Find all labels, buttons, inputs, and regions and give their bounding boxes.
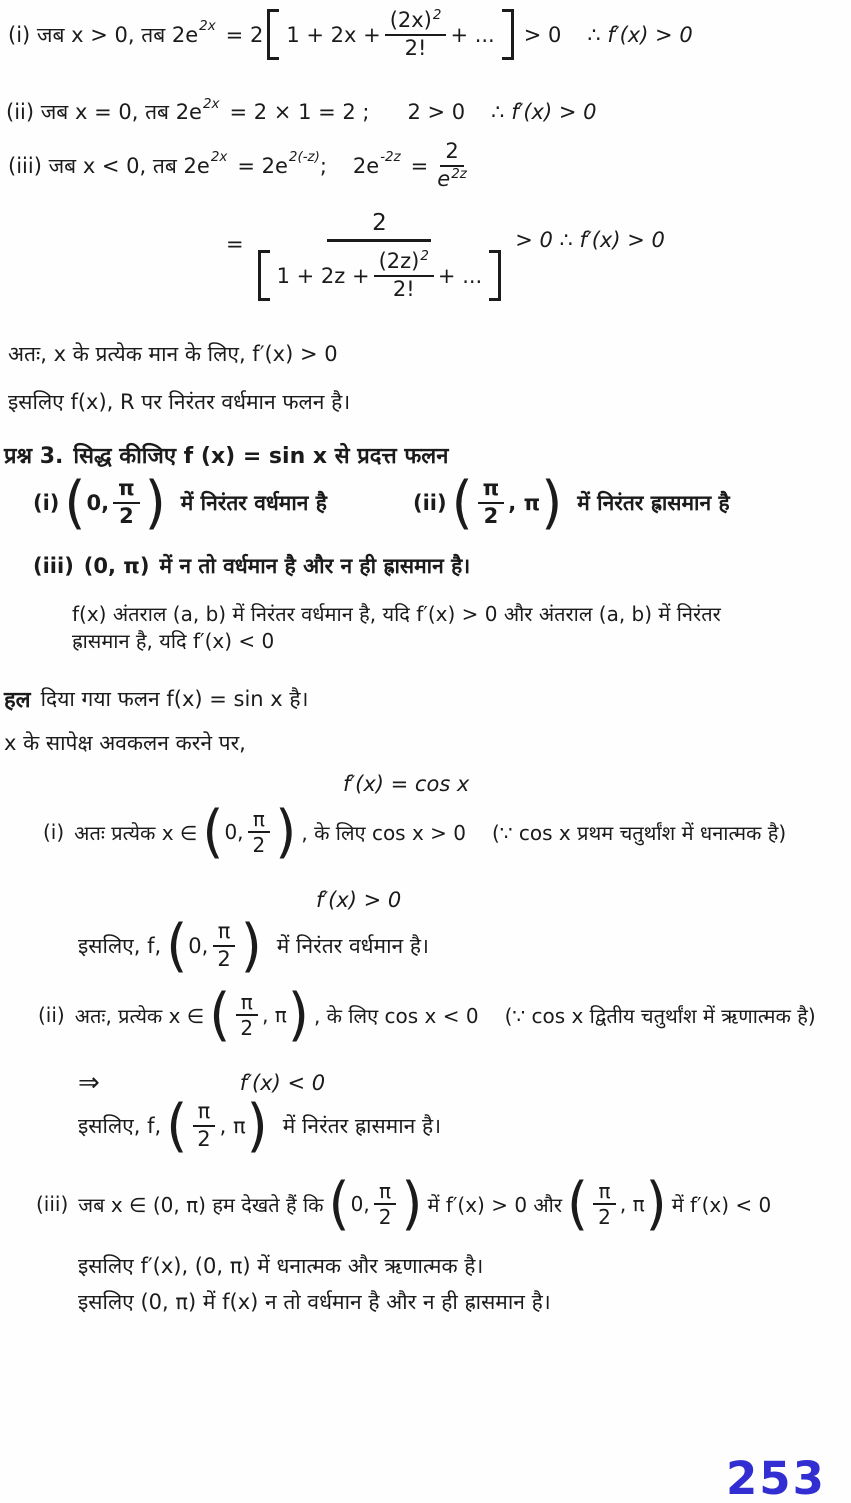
part-i-text: में निरंतर वर्धमान है — [180, 491, 327, 515]
therefore-fprime-positive: ∴ f′(x) > 0 — [587, 22, 693, 47]
case-ii-rest: = 2 × 1 = 2 ; — [229, 100, 370, 124]
fraction-denominator: 2! — [404, 35, 427, 60]
left-paren: ( — [328, 1170, 350, 1237]
right-paren: ) — [541, 469, 563, 536]
part-iii-label: (iii) — [33, 554, 74, 578]
fraction-denominator: 2 — [598, 1205, 611, 1229]
interval-zero: 0, — [224, 820, 244, 844]
interval-0-pi-half — [328, 1170, 424, 1237]
pi-over-2-fraction — [374, 1180, 397, 1229]
fraction-denominator: 2 — [483, 504, 499, 528]
part-ii-label: (ii) — [413, 491, 447, 515]
solution-label: हल — [4, 688, 31, 713]
part-ii-text: में निरंतर ह्रासमान है — [577, 491, 730, 515]
part-i-label: (i) — [33, 491, 60, 515]
page-number: 253 — [726, 1452, 826, 1503]
interval-pi: , π — [262, 1003, 287, 1027]
pi-over-2-fraction — [113, 477, 140, 528]
second-term: 2e — [352, 153, 380, 178]
fraction-denominator: 2! — [392, 276, 415, 301]
pi-over-2-fraction — [212, 920, 235, 971]
pi-over-2-fraction — [593, 1180, 616, 1229]
interval-zero: 0, — [86, 491, 110, 515]
exponent-2x: 2x — [202, 96, 220, 112]
interval-pi: , π — [508, 491, 541, 515]
case-ii-lead-text: (ii) जब x = 0, तब 2e — [6, 100, 202, 124]
solution-given-line — [4, 684, 309, 714]
fraction-numerator: π — [248, 808, 270, 833]
greater-zero: > 0 — [523, 22, 562, 47]
question-3-heading — [4, 440, 448, 470]
exponent-2-minus-z: 2(-z) — [288, 150, 320, 166]
interval-0-pi: (0, π) — [83, 554, 150, 578]
fraction-numerator: π — [193, 1100, 216, 1127]
final-conclusion-line-2: इसलिए (0, π) में f(x) न तो वर्धमान है और न ही ह्रासमान है। — [78, 1290, 551, 1314]
sol-part-i-row — [43, 798, 787, 865]
series-post-text: + ... — [450, 22, 495, 47]
left-paren: ( — [166, 1092, 188, 1159]
left-paren: ( — [451, 469, 473, 536]
denominator-bracket-group — [258, 247, 502, 304]
left-paren: ( — [202, 798, 224, 865]
left-paren: ( — [209, 981, 231, 1048]
big-fraction — [258, 210, 502, 304]
interval-pi-half-pi — [208, 981, 310, 1048]
case-i-equals: = 2 — [225, 22, 264, 47]
den-series-fraction — [374, 250, 434, 301]
note-paragraph — [72, 601, 721, 655]
fprime-negative: f′(x) < 0 — [239, 1071, 326, 1095]
interval-pi: , π — [219, 1114, 246, 1138]
fraction-numerator: 2 — [440, 140, 463, 167]
part-iii-label: (iii) — [36, 1192, 69, 1216]
sol-part-iii-row — [36, 1170, 772, 1237]
pi-over-2-fraction — [478, 477, 505, 528]
fraction-denominator: 2 — [252, 833, 266, 857]
numerator-base: (2z) — [378, 249, 420, 273]
equals-sign: = — [226, 232, 244, 256]
fraction-denominator: 2 — [378, 1205, 392, 1229]
therefore-fprime-positive: ∴ f′(x) > 0 — [491, 100, 597, 124]
exponent-2x: 2x — [199, 19, 216, 35]
two-greater-zero: 2 > 0 — [407, 100, 466, 124]
right-paren: ) — [144, 469, 166, 536]
fraction-numerator: π — [478, 477, 505, 504]
question-text: सिद्ध कीजिए f (x) = sin x से प्रदत्त फलन — [73, 444, 449, 469]
interval-zero: 0, — [350, 1192, 370, 1216]
right-paren: ) — [401, 1170, 423, 1237]
conclusion-isliye-line: इसलिए f(x), R पर निरंतर वर्धमान फलन है। — [8, 390, 351, 414]
case-i-lead-text: (i) जब x > 0, तब 2e — [8, 22, 199, 47]
question-number: प्रश्न 3. — [4, 444, 64, 469]
part-ii-reason: (∵ cos x द्वितीय चतुर्थांश में ऋणात्मक है) — [504, 1003, 816, 1028]
equals-sign: = — [410, 153, 429, 178]
part-ii-pre-text: अतः, प्रत्येक x ∈ — [74, 1003, 205, 1028]
fraction-denominator: 2 — [240, 1016, 254, 1040]
conclusion-atah-line: अतः, x के प्रत्येक मान के लिए, f′(x) > 0 — [8, 342, 338, 366]
fprime-positive: f′(x) > 0 — [316, 888, 402, 912]
fraction-denominator: 2 — [197, 1127, 211, 1151]
numerator-base: (2x) — [389, 8, 432, 32]
series-pre-text: 1 + 2x + — [286, 22, 381, 47]
right-paren: ) — [287, 981, 309, 1048]
fraction-numerator — [385, 9, 447, 36]
left-square-bracket — [258, 250, 270, 301]
series-bracket-group — [267, 6, 513, 63]
fraction-numerator: π — [113, 477, 140, 504]
q3-part-ii — [413, 469, 730, 536]
denominator-base: e — [437, 166, 451, 191]
case-iii-line — [8, 140, 476, 191]
right-square-bracket — [502, 9, 514, 60]
fraction-numerator: π — [213, 920, 236, 947]
conclusion-pre: इसलिए, f, — [78, 1114, 162, 1138]
numerator-exponent: 2 — [432, 8, 442, 24]
case-ii-line — [6, 98, 597, 126]
conclusion-post: में निरंतर ह्रासमान है। — [282, 1114, 442, 1138]
left-square-bracket — [267, 9, 279, 60]
part-ii-post-text: , के लिए cos x < 0 — [313, 1003, 479, 1028]
sol-part-ii-conclusion — [78, 1092, 442, 1159]
fraction-denominator: 2 — [217, 947, 231, 971]
q3-part-i — [33, 469, 327, 536]
right-paren: ) — [246, 1092, 268, 1159]
sol-part-ii-row — [38, 981, 816, 1048]
conclusion-post: में निरंतर वर्धमान है। — [276, 934, 429, 958]
series-fraction — [385, 9, 447, 60]
interval-zero: 0, — [188, 934, 209, 958]
case-i-line — [8, 6, 693, 63]
right-paren: ) — [645, 1170, 667, 1237]
sol-part-i-conclusion — [78, 912, 429, 979]
display-equation — [226, 210, 665, 304]
differentiate-line: x के सापेक्ष अवकलन करने पर, — [4, 731, 246, 755]
final-conclusion-line-1: इसलिए f′(x), (0, π) में धनात्मक और ऋणात्मक है। — [78, 1254, 484, 1278]
interval-pi-half-pi — [566, 1170, 668, 1237]
fraction-numerator — [374, 250, 434, 277]
left-paren: ( — [64, 469, 86, 536]
pi-over-2-fraction — [248, 808, 271, 857]
interval-0-pi-half — [63, 469, 166, 536]
fraction-numerator: π — [374, 1180, 396, 1205]
part-iii-pre-text: जब x ∈ (0, π) हम देखते हैं कि — [78, 1192, 324, 1217]
right-paren: ) — [275, 798, 297, 865]
part-iii-mid-text: में f′(x) > 0 और — [427, 1192, 563, 1217]
semicolon: ; — [319, 153, 327, 178]
part-ii-label: (ii) — [38, 1003, 65, 1027]
left-paren: ( — [567, 1170, 589, 1237]
left-paren: ( — [166, 912, 188, 979]
fraction-numerator: π — [593, 1180, 615, 1205]
interval-0-pi-half — [165, 912, 263, 979]
part-iii-text: में न तो वर्धमान है और न ही ह्रासमान है। — [159, 554, 471, 578]
part-iii-post-text: में f′(x) < 0 — [671, 1192, 772, 1217]
den-series-pre: 1 + 2z + — [276, 263, 370, 288]
case-iii-lead-text: (iii) जब x < 0, तब 2e — [8, 153, 210, 178]
fraction-denominator: 2 — [119, 504, 134, 528]
part-i-reason: (∵ cos x प्रथम चतुर्थांश में धनात्मक है) — [492, 820, 787, 845]
implies-arrow: ⇒ — [78, 1068, 100, 1098]
note-line-1: f(x) अंतराल (a, b) में निरंतर वर्धमान है, यदि f′(x) > 0 और अंतराल (a, b) में निरंतर — [72, 602, 721, 626]
note-line-2: ह्रासमान है, यदि f′(x) < 0 — [72, 629, 275, 653]
interval-pi: , π — [619, 1192, 645, 1216]
two-over-e2z-fraction — [432, 140, 472, 191]
exponent-minus-2z: -2z — [380, 150, 401, 166]
derivative-equation: f′(x) = cos x — [343, 772, 470, 796]
part-i-label: (i) — [43, 820, 65, 844]
right-square-bracket — [489, 250, 501, 301]
interval-pi-half-pi — [451, 469, 564, 536]
denominator-exponent: 2z — [451, 166, 467, 182]
greater-zero-therefore: > 0 ∴ f′(x) > 0 — [515, 228, 665, 252]
case-iii-equals: = 2e — [237, 153, 288, 178]
big-fraction-numerator: 2 — [372, 210, 387, 236]
exponent-2x: 2x — [210, 150, 228, 166]
part-i-post-text: , के लिए cos x > 0 — [301, 820, 466, 845]
pi-over-2-fraction — [235, 991, 258, 1040]
den-series-post: + ... — [437, 263, 483, 288]
fraction-denominator — [432, 167, 472, 192]
part-i-pre-text: अतः प्रत्येक x ∈ — [74, 820, 198, 845]
fraction-bar — [327, 239, 431, 242]
interval-pi-half-pi — [165, 1092, 269, 1159]
fraction-numerator: π — [236, 991, 258, 1016]
numerator-exponent: 2 — [420, 249, 429, 265]
q3-part-iii — [33, 552, 470, 580]
implies-row — [78, 1068, 325, 1098]
given-function-text: दिया गया फलन f(x) = sin x है। — [40, 687, 309, 711]
interval-0-pi-half — [201, 798, 297, 865]
right-paren: ) — [240, 912, 262, 979]
conclusion-pre: इसलिए, f, — [78, 934, 162, 958]
pi-over-2-fraction — [192, 1100, 215, 1151]
